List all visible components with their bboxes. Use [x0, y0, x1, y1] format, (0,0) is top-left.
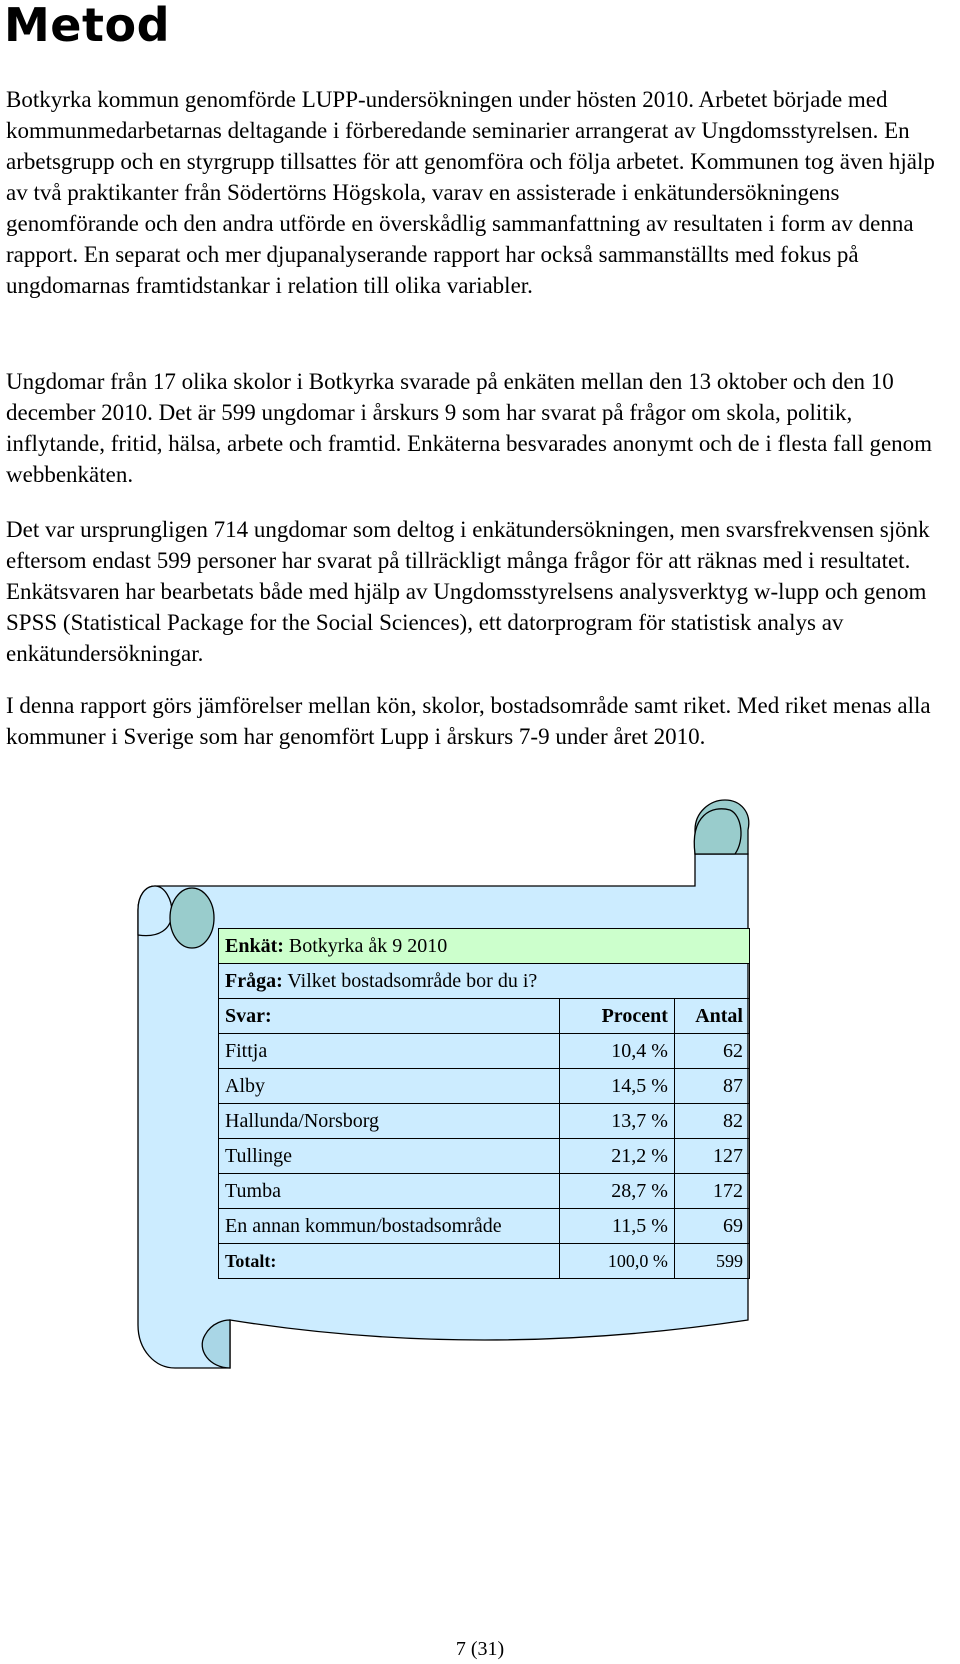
fraga-label: Fråga:: [225, 969, 283, 992]
survey-header-row: [219, 999, 750, 1034]
scroll-left-roll: [170, 888, 214, 948]
cell-procent: 21,2 %: [560, 1139, 675, 1174]
table-row: [219, 1174, 750, 1209]
cell-antal: 69: [674, 1209, 749, 1244]
column-header-svar: Svar:: [219, 999, 560, 1034]
scroll-top-left-curl: [138, 886, 172, 936]
cell-procent: 28,7 %: [560, 1174, 675, 1209]
cell-total-svar: Totalt:: [219, 1244, 560, 1279]
survey-table: [218, 928, 750, 1279]
table-row: [219, 1069, 750, 1104]
table-row: [219, 1034, 750, 1069]
table-row: [219, 1104, 750, 1139]
cell-total-antal: 599: [674, 1244, 749, 1279]
cell-antal: 127: [674, 1139, 749, 1174]
cell-svar: Alby: [219, 1069, 560, 1104]
cell-total-procent: 100,0 %: [560, 1244, 675, 1279]
page-number: 7 (31): [455, 1638, 505, 1660]
table-row: [219, 1209, 750, 1244]
cell-antal: 82: [674, 1104, 749, 1139]
table-total-row: [219, 1244, 750, 1279]
cell-procent: 14,5 %: [560, 1069, 675, 1104]
paragraph-method: Botkyrka kommun genomförde LUPP-undersökningen under hösten 2010. Arbetet började med kommunmedarbetarnas deltagande i förberedande seminarier arrangerat av Ungdomsstyrelsen. En arbetsgrupp och en styrgrupp tillsattes för att genomföra och följa arbetet. Kommunen tog även hjälp av två praktikanter från Södertörns Högskola, varav en assisterade i enkätundersökningens genomförande och den andra utförde en överskådlig sammanfattning av resultaten i form av denna rapport. En separat och mer djupanalyserande rapport har också sammanställts med fokus på ungdomarnas framtidstankar i relation till olika variabler.: [6, 87, 935, 298]
enkat-value: Botkyrka åk 9 2010: [283, 934, 448, 957]
fraga-value: Vilket bostadsområde bor du i?: [282, 969, 538, 992]
table-row: [219, 1139, 750, 1174]
cell-svar: Hallunda/Norsborg: [219, 1104, 560, 1139]
paragraph-response-rate: Det var ursprungligen 714 ungdomar som deltog i enkätundersökningen, men svarsfrekvensen sjönk eftersom endast 599 personer har svarat på tillräckligt många frågor för att räknas med i resultatet. Enkätsvaren har bearbetats både med hjälp av Ungdomsstyrelsens analysverktyg w-lupp och genom SPSS (Statistical Package for the Social Sciences), ett datorprogram för statistisk analys av enkätundersökningar.: [6, 517, 930, 666]
column-header-antal: Antal: [674, 999, 749, 1034]
cell-svar: Tullinge: [219, 1139, 560, 1174]
cell-antal: 62: [674, 1034, 749, 1069]
cell-svar: Fittja: [219, 1034, 560, 1069]
cell-antal: 87: [674, 1069, 749, 1104]
survey-enkat-row: [219, 929, 750, 964]
cell-svar: En annan kommun/bostadsområde: [219, 1209, 560, 1244]
page-title: Metod: [4, 0, 170, 52]
cell-svar: Tumba: [219, 1174, 560, 1209]
cell-procent: 11,5 %: [560, 1209, 675, 1244]
paragraph-respondents: Ungdomar från 17 olika skolor i Botkyrka svarade på enkäten mellan den 13 oktober och den 10 december 2010. Det är 599 ungdomar i årskurs 9 som har svarat på frågor om skola, politik, inflytande, fritid, hälsa, arbete och framtid. Enkäterna besvarades anonymt och de i flesta fall genom webbenkäten.: [6, 369, 933, 487]
survey-fraga-row: [219, 964, 750, 999]
enkat-label: Enkät:: [225, 934, 284, 957]
cell-procent: 13,7 %: [560, 1104, 675, 1139]
column-header-procent: Procent: [560, 999, 675, 1034]
paragraph-comparisons: I denna rapport görs jämförelser mellan kön, skolor, bostadsområde samt riket. Med riket menas alla kommuner i Sverige som har genomfört Lupp i årskurs 7-9 under året 2010.: [6, 693, 931, 749]
cell-antal: 172: [674, 1174, 749, 1209]
cell-procent: 10,4 %: [560, 1034, 675, 1069]
